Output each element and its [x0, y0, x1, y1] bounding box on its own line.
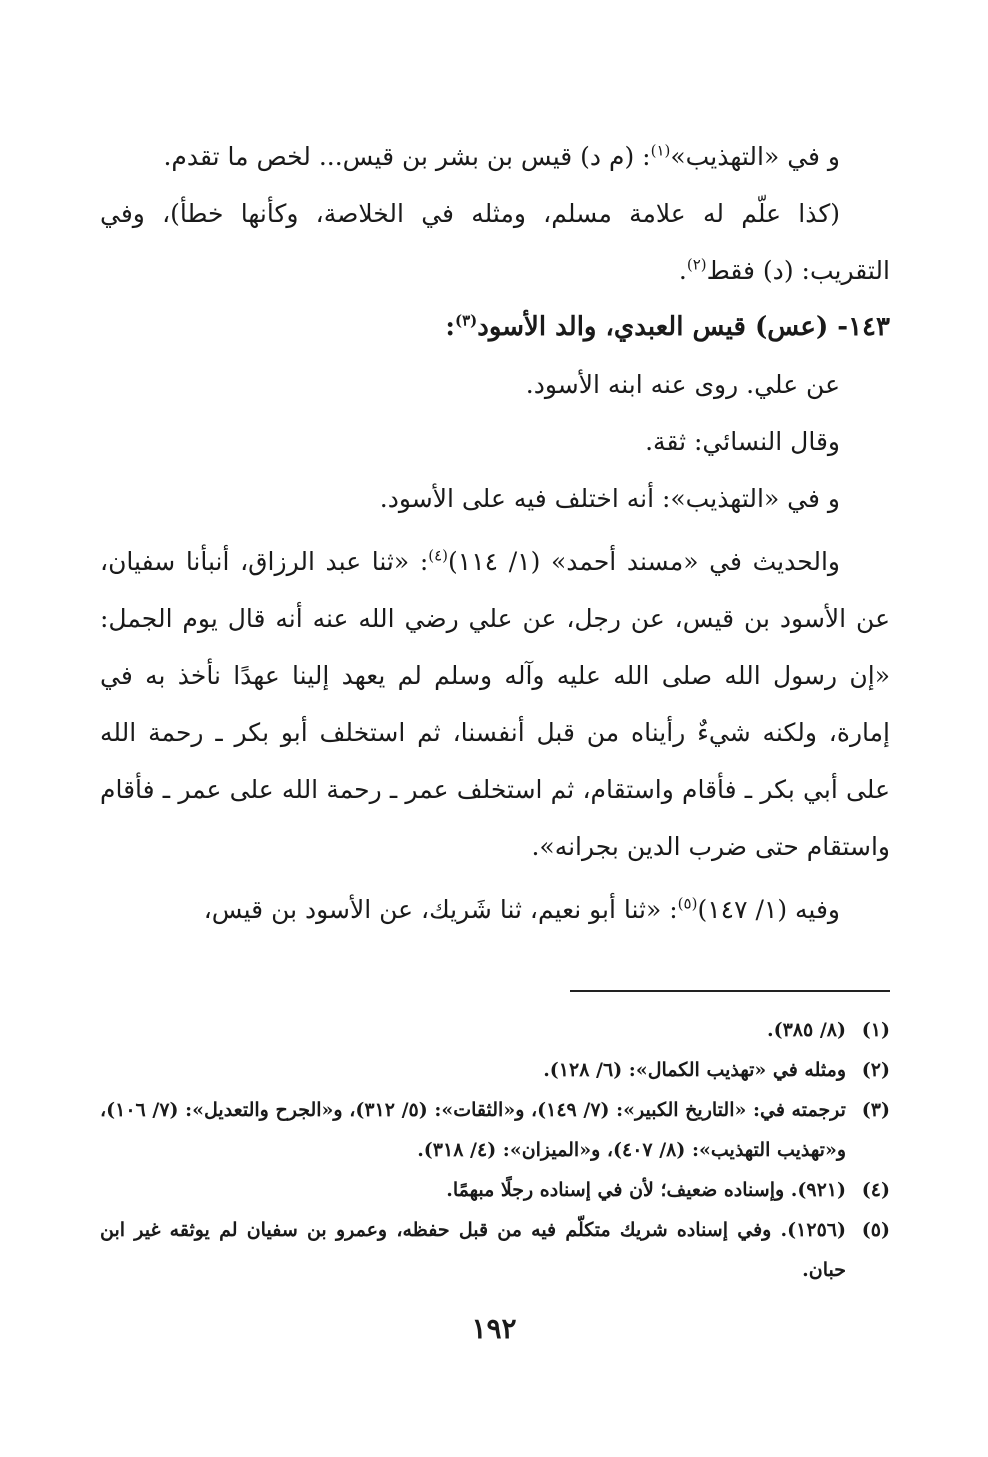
paragraph-hadith [100, 533, 890, 875]
entry-heading-143 [100, 299, 890, 356]
text-span: : (م د) قيس بن بشر بن قيس... لخص ما تقدم. [163, 142, 651, 171]
footnote-4 [100, 1170, 890, 1210]
footnote-text: (٨/ ٣٨٥). [766, 1019, 846, 1041]
page-number: ١٩٢ [471, 1312, 517, 1345]
footnote-number: (٢) [861, 1059, 890, 1081]
text-span: : «ثنا عبد الرزاق، أنبأنا سفيان، عن الأسود بن قيس، عن رجل، عن علي رضي الله عنه أنه قال يوم الجمل: «إن رسول الله صلى الله عليه وآله وسلم لم يعهد إلينا عهدًا نأخذ به في إمارة، ولكنه شيءٌ رأيناه من قبل أنفسنا، ثم استخلف أبو بكر ـ رحمة الله على أبي بكر ـ فأقام واستقام، ثم استخلف عمر ـ رحمة الله على عمر ـ فأقام واستقام حتى ضرب الدين بجرانه». [100, 547, 890, 861]
footnote-ref-4: (٤) [428, 546, 449, 565]
footnote-number: (٥) [861, 1219, 890, 1241]
footnote-text: ومثله في «تهذيب الكمال»: (٦/ ١٢٨). [543, 1059, 846, 1081]
text-line-tahdhib [100, 128, 890, 185]
text-span: . [678, 256, 687, 285]
footnote-number: (٤) [861, 1179, 890, 1201]
footnote-1 [100, 1010, 890, 1050]
footnote-2 [100, 1050, 890, 1090]
footnote-text: (٩٢١). وإسناده ضعيف؛ لأن في إسناده رجلًا مبهمًا. [446, 1179, 846, 1201]
text-span: والحديث في «مسند أحمد» (١/ ١١٤) [448, 547, 840, 576]
footnote-ref-5: (٥) [677, 894, 698, 913]
main-text [100, 128, 890, 938]
footnotes [100, 1010, 890, 1290]
footnote-5 [100, 1210, 890, 1290]
text-span: و في «التهذيب» [670, 142, 840, 171]
paragraph-note [100, 185, 890, 299]
footnote-separator [570, 990, 890, 992]
page-content [100, 128, 890, 1290]
text-span: (كذا علّم له علامة مسلم، ومثله في الخلاصة، وكأنها خطأ)، وفي التقريب: (د) فقط [100, 199, 890, 285]
footnote-text: ترجمته في: «التاريخ الكبير»: (٧/ ١٤٩)، و«الثقات»: (٥/ ٣١٢)، و«الجرح والتعديل»: (٧/ ١٠٦)، و«تهذيب التهذيب»: (٨/ ٤٠٧)، و«الميزان»: (٤/ ٣١٨). [100, 1099, 846, 1161]
footnote-3 [100, 1090, 890, 1170]
footnote-text: (١٢٥٦). وفي إسناده شريك متكلّم فيه من قبل حفظه، وعمرو بن سفيان لم يوثقه غير ابن حبان. [100, 1219, 846, 1281]
text-span: ١٤٣- (عس) قيس العبدي، والد الأسود [477, 312, 890, 342]
footnote-number: (٣) [861, 1099, 890, 1121]
footnote-ref-1: (١) [650, 141, 671, 160]
footnote-ref-3: (٣) [454, 311, 478, 330]
footnote-ref-2: (٢) [686, 255, 707, 274]
text-line-nasai: وقال النسائي: ثقة. [645, 427, 840, 456]
text-line-narration: عن علي. روى عنه ابنه الأسود. [525, 370, 840, 399]
paragraph-last [100, 881, 890, 938]
text-span: : «ثنا أبو نعيم، ثنا شَريك، عن الأسود بن قيس، [203, 895, 678, 924]
text-line-tahdhib-2: و في «التهذيب»: أنه اختلف فيه على الأسود. [379, 484, 840, 513]
footnote-number: (١) [861, 1019, 890, 1041]
text-span: : [445, 312, 455, 342]
text-span: وفيه (١/ ١٤٧) [697, 895, 840, 924]
